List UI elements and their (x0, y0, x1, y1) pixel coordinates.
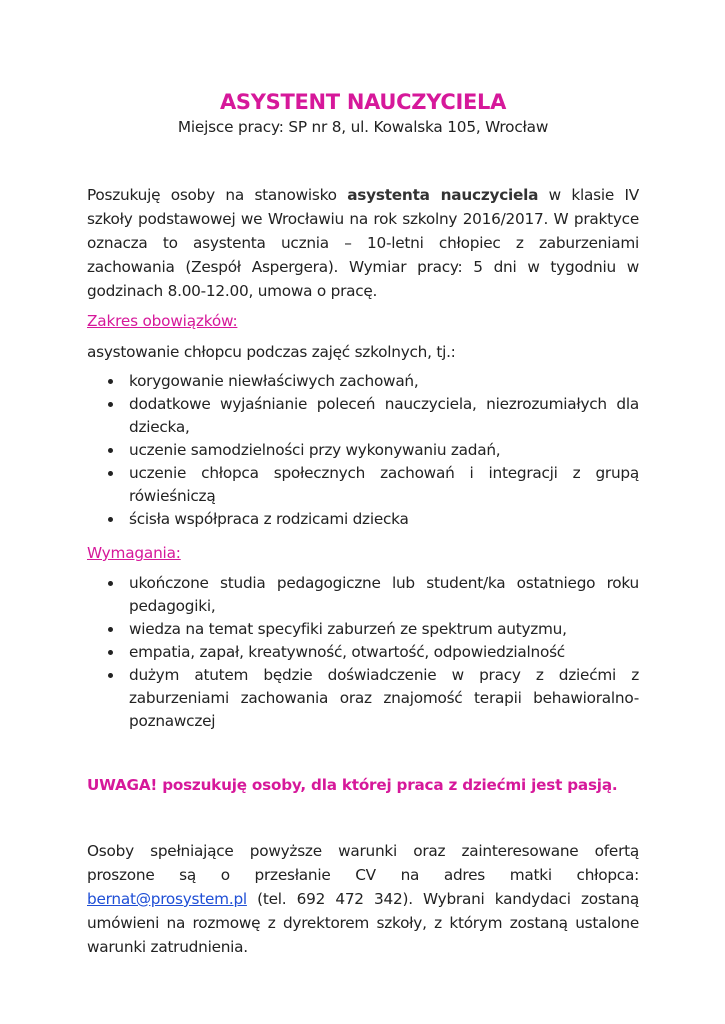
list-item-text: wiedza na temat specyfiki zaburzeń ze spektrum autyzmu, (129, 620, 567, 638)
list-item (87, 370, 639, 393)
intro-paragraph (87, 183, 639, 303)
bullet-icon (108, 517, 113, 522)
bullet-icon (108, 471, 113, 476)
duties-heading: Zakres obowiązków: (87, 312, 238, 330)
closing-paragraph (87, 839, 639, 959)
list-item-text: ukończone studia pedagogiczne lub student/ka ostatniego roku pedagogiki, (129, 574, 639, 615)
list-item-text: empatia, zapał, kreatywność, otwartość, odpowiedzialność (129, 643, 565, 661)
list-item-text: uczenie chłopca społecznych zachowań i integracji z grupą rówieśniczą (129, 464, 639, 505)
duties-list (87, 370, 639, 531)
intro-bold-position: asystenta nauczyciela (347, 186, 539, 204)
bullet-icon (108, 627, 113, 632)
list-item-text: dużym atutem będzie doświadczenie w pracy z dziećmi z zaburzeniami zachowania oraz znajomość terapii behawioralno-poznawczej (129, 666, 639, 730)
bullet-icon (108, 650, 113, 655)
requirements-list (87, 572, 639, 733)
bullet-icon (108, 379, 113, 384)
list-item (87, 664, 639, 733)
list-item (87, 508, 639, 531)
duties-lead: asystowanie chłopcu podczas zajęć szkolnych, tj.: (87, 343, 456, 361)
workplace-subtitle: Miejsce pracy: SP nr 8, ul. Kowalska 105, Wrocław (177, 118, 549, 136)
intro-text-before: Poszukuję osoby na stanowisko (87, 186, 348, 204)
warning-notice: UWAGA! poszukuję osoby, dla której praca z dziećmi jest pasją. (87, 776, 618, 794)
bullet-icon (108, 581, 113, 586)
list-item-text: korygowanie niewłaściwych zachowań, (129, 372, 419, 390)
list-item-text: ścisła współpraca z rodzicami dziecka (129, 510, 409, 528)
document-page (87, 88, 639, 959)
list-item (87, 393, 639, 439)
page-title: ASYSTENT NAUCZYCIELA (219, 90, 507, 114)
list-item-text: uczenie samodzielności przy wykonywaniu zadań, (129, 441, 501, 459)
list-item (87, 641, 639, 664)
list-item-text: dodatkowe wyjaśnianie poleceń nauczyciela, niezrozumiałych dla dziecka, (129, 395, 639, 436)
bullet-icon (108, 673, 113, 678)
closing-text-before: Osoby spełniające powyższe warunki oraz zainteresowane ofertą proszone są o przesłanie CV na adres matki chłopca: (87, 842, 639, 884)
email-link[interactable]: bernat@prosystem.pl (87, 890, 247, 908)
list-item (87, 439, 639, 462)
list-item (87, 462, 639, 508)
intro-text-after: w klasie IV szkoły podstawowej we Wrocławiu na rok szkolny 2016/2017. W praktyce oznacza to asystenta ucznia – 10-letni chłopiec z zaburzeniami zachowania (Zespół Aspergera). Wymiar pracy: 5 dni w tygodniu w godzinach 8.00-12.00, umowa o pracę. (87, 186, 640, 300)
bullet-icon (108, 448, 113, 453)
requirements-heading: Wymagania: (87, 544, 181, 562)
bullet-icon (108, 402, 113, 407)
list-item (87, 572, 639, 618)
list-item (87, 618, 639, 641)
closing-text-after: (tel. 692 472 342). Wybrani kandydaci zostaną umówieni na rozmowę z dyrektorem szkoły, z którym zostaną ustalone warunki zatrudnienia. (87, 890, 639, 956)
